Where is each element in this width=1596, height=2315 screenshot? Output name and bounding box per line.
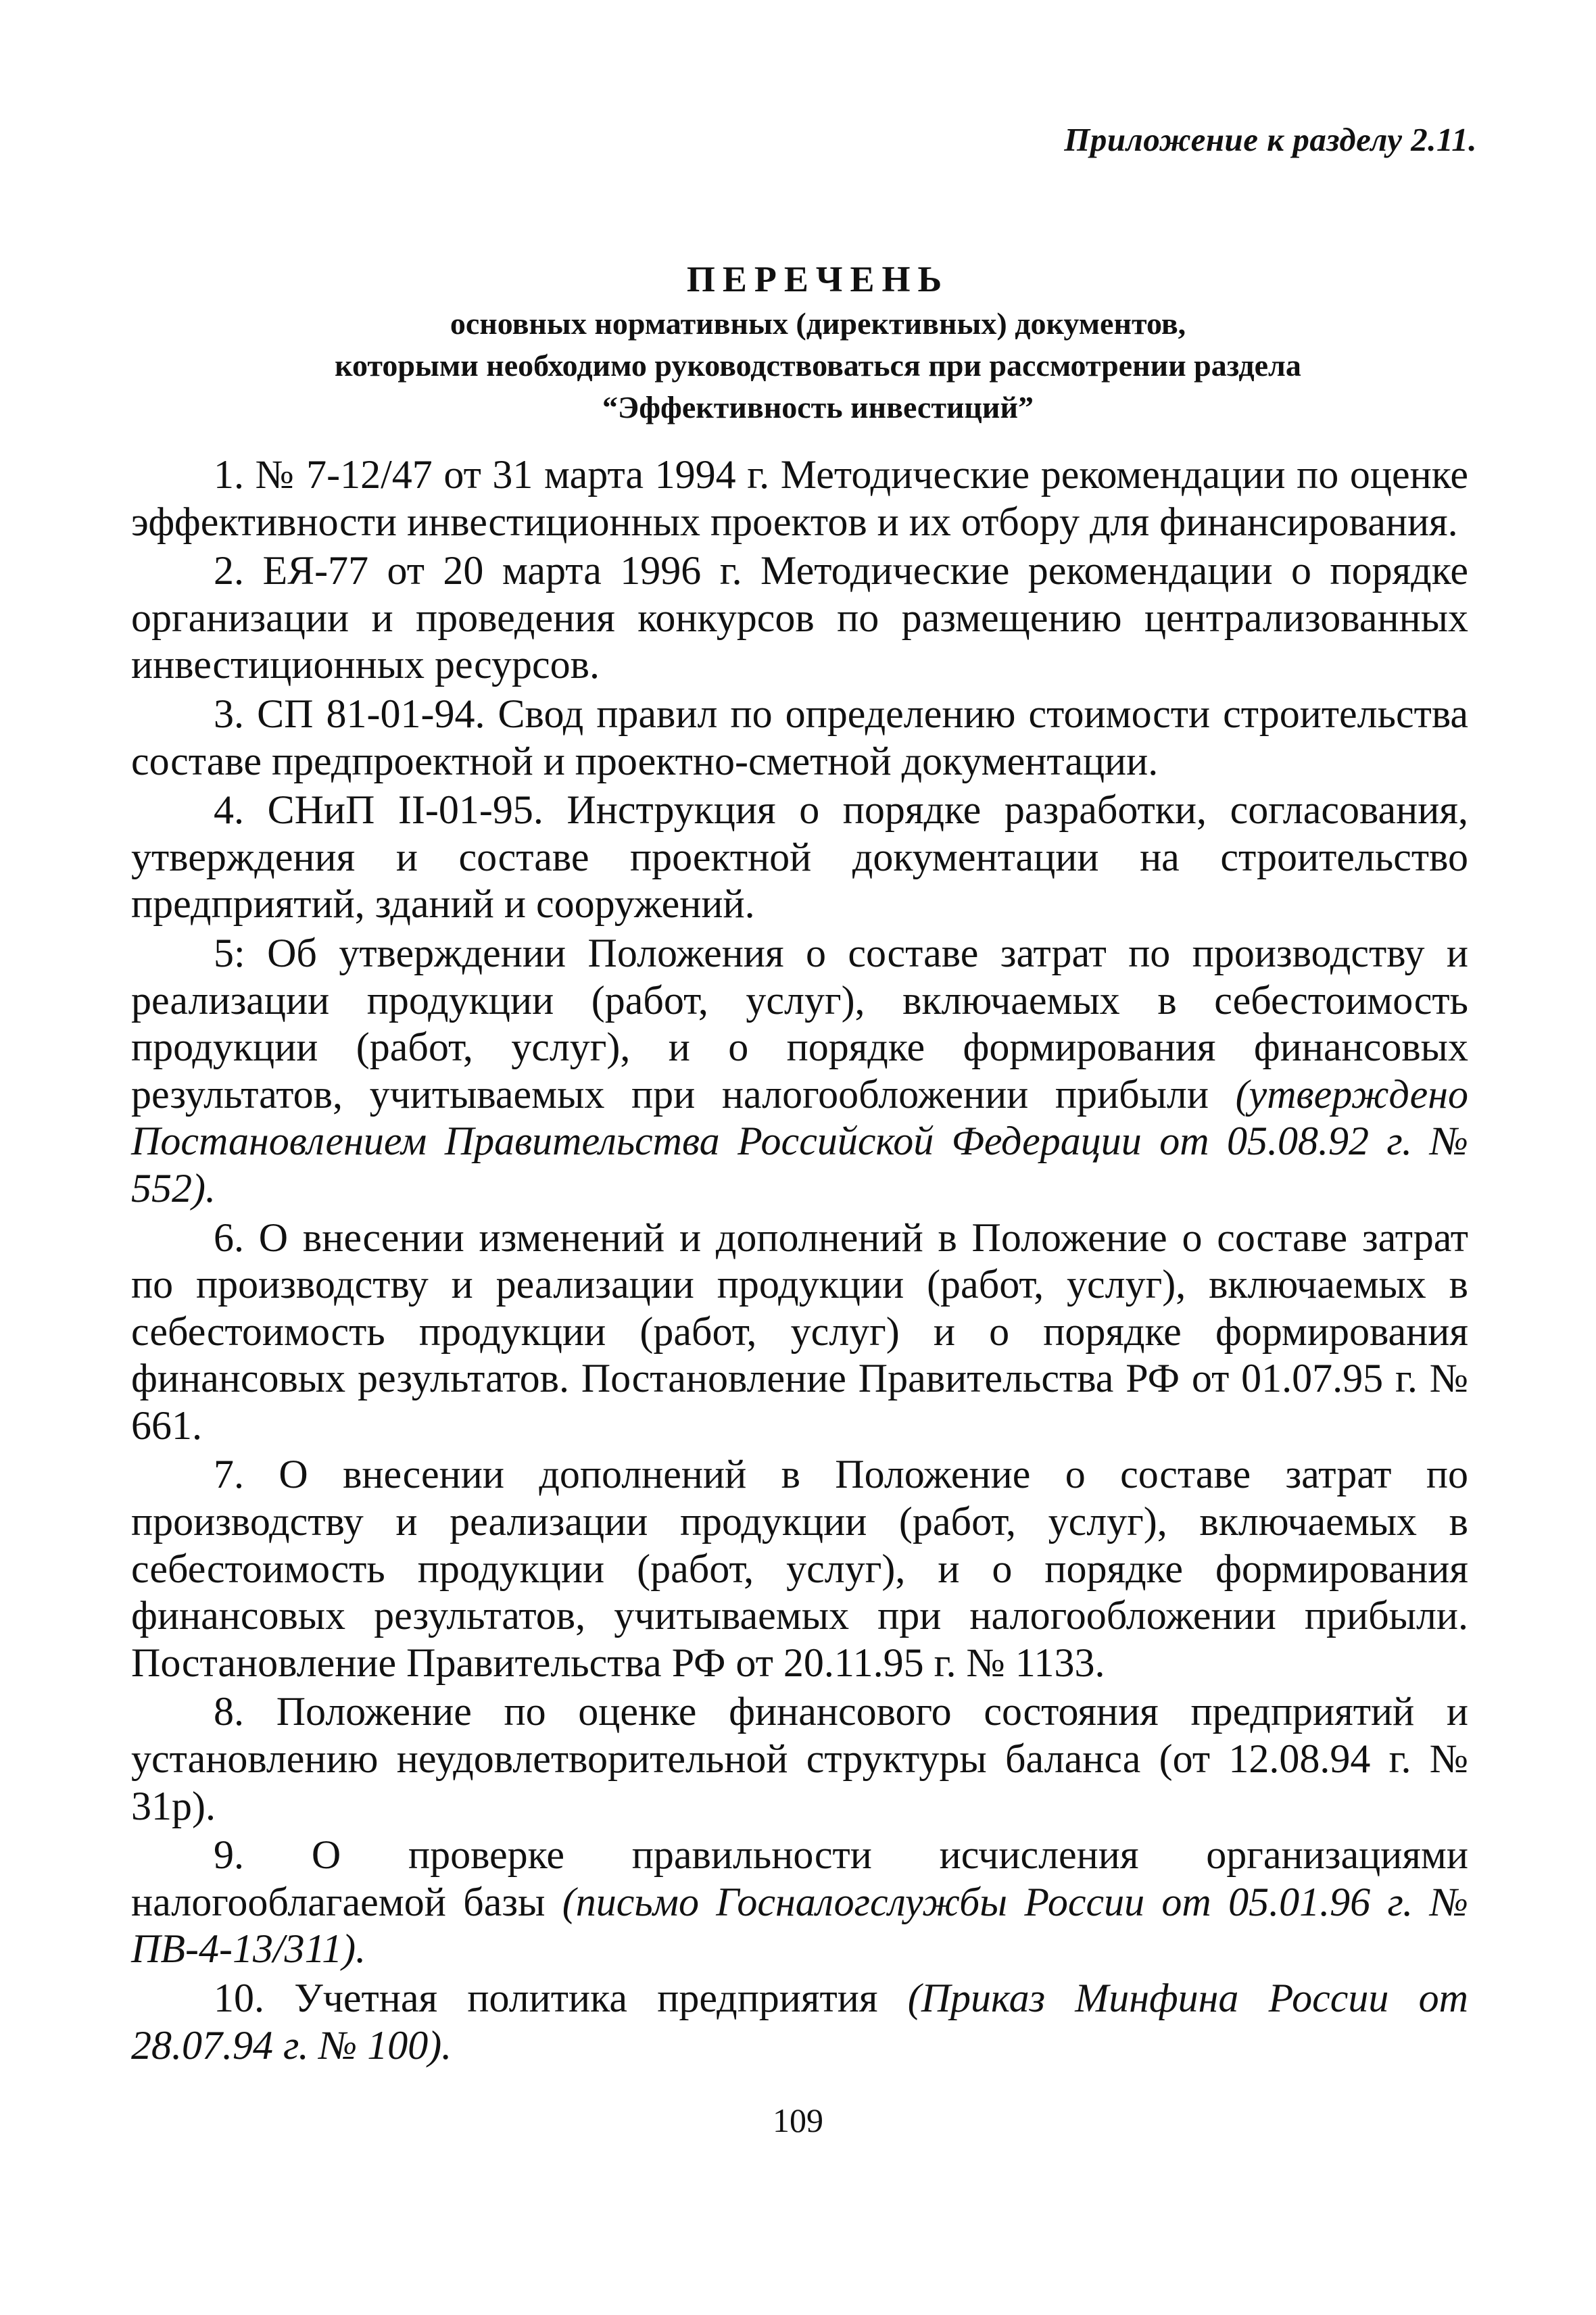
list-item	[131, 691, 1468, 785]
page-number: 109	[773, 2101, 823, 2139]
list-item	[131, 1688, 1468, 1830]
list-item-text: 8. Положение по оценке финансового состояния предприятий и установлению неудовлетворительной структуры баланса (от 12.08.94 г. № 31р).	[131, 1689, 1468, 1828]
appendix-reference: Приложение к разделу 2.11.	[1064, 121, 1477, 158]
heading-subtitle-line-2: которыми необходимо руководствоваться при рассмотрении раздела	[335, 348, 1301, 383]
list-item-text: 10. Учетная политика предприятия	[214, 1976, 908, 2020]
list-item-text: 4. СНиП II-01-95. Инструкция о порядке разработки, согласования, утверждения и составе проектной документации на строительство предприятий, зданий и сооружений.	[131, 787, 1468, 927]
list-item-text: 3. СП 81-01-94. Свод правил по определению стоимости строительства составе предпроектной и проектно-сметной документации.	[131, 691, 1468, 783]
heading-subtitle-line-1: основных нормативных (директивных) документов,	[450, 306, 1186, 341]
list-item	[131, 930, 1468, 1213]
heading-title: ПЕРЕЧЕНЬ	[686, 259, 950, 299]
list-item	[131, 1975, 1468, 2069]
list-item	[131, 1832, 1468, 1973]
list-item	[131, 1215, 1468, 1450]
list-item-italic: (Приказ Минфина России от 28.07.94 г. № 100).	[131, 1976, 1468, 2068]
list-item-text: 5: Об утверждении Положения о составе затрат по производству и реализации продукции (работ, услуг), включаемых в себестоимость продукции (работ, услуг), и о порядке формирования финансовых результатов, учитываемых при налогообложении прибыли	[131, 930, 1468, 1117]
list-item-text: 2. ЕЯ-77 от 20 марта 1996 г. Методические рекомендации о порядке организации и проведения конкурсов по размещению централизованных инвестиционных ресурсов.	[131, 548, 1468, 687]
list-item-text: 6. О внесении изменений и дополнений в Положение о составе затрат по производству и реализации продукции (работ, услуг), включаемых в себестоимость продукции (работ, услуг) и о порядке формирования финансовых результатов. Постановление Правительства РФ от 01.07.95 г. № 661.	[131, 1215, 1468, 1448]
document-heading	[155, 255, 1480, 429]
list-item-text: 7. О внесении дополнений в Положение о составе затрат по производству и реализации продукции (работ, услуг), включаемых в себестоимость продукции (работ, услуг), и о порядке формирования финансовых результатов, учитываемых при налогообложении прибыли. Постановление Правительства РФ от 20.11.95 г. № 1133.	[131, 1452, 1468, 1685]
list-item	[131, 452, 1468, 545]
list-item	[131, 547, 1468, 689]
list-item	[131, 787, 1468, 928]
document-list	[131, 452, 1468, 2071]
heading-subtitle-line-3: “Эффективность инвестиций”	[602, 390, 1034, 424]
list-item-text: 1. № 7-12/47 от 31 марта 1994 г. Методические рекомендации по оценке эффективности инвестиционных проектов и их отбору для финансирования.	[131, 452, 1468, 544]
list-item-italic: (утверждено Постановлением Правительства Российской Федерации от 05.08.92 г. № 552).	[131, 1071, 1468, 1211]
list-item	[131, 1451, 1468, 1686]
list-item-text: 9. О проверке правильности исчисления организациями налогооблагаемой базы	[131, 1832, 1468, 1924]
list-item-italic: (письмо Госналогслужбы России от 05.01.96 г. № ПВ-4-13/311).	[131, 1879, 1468, 1972]
